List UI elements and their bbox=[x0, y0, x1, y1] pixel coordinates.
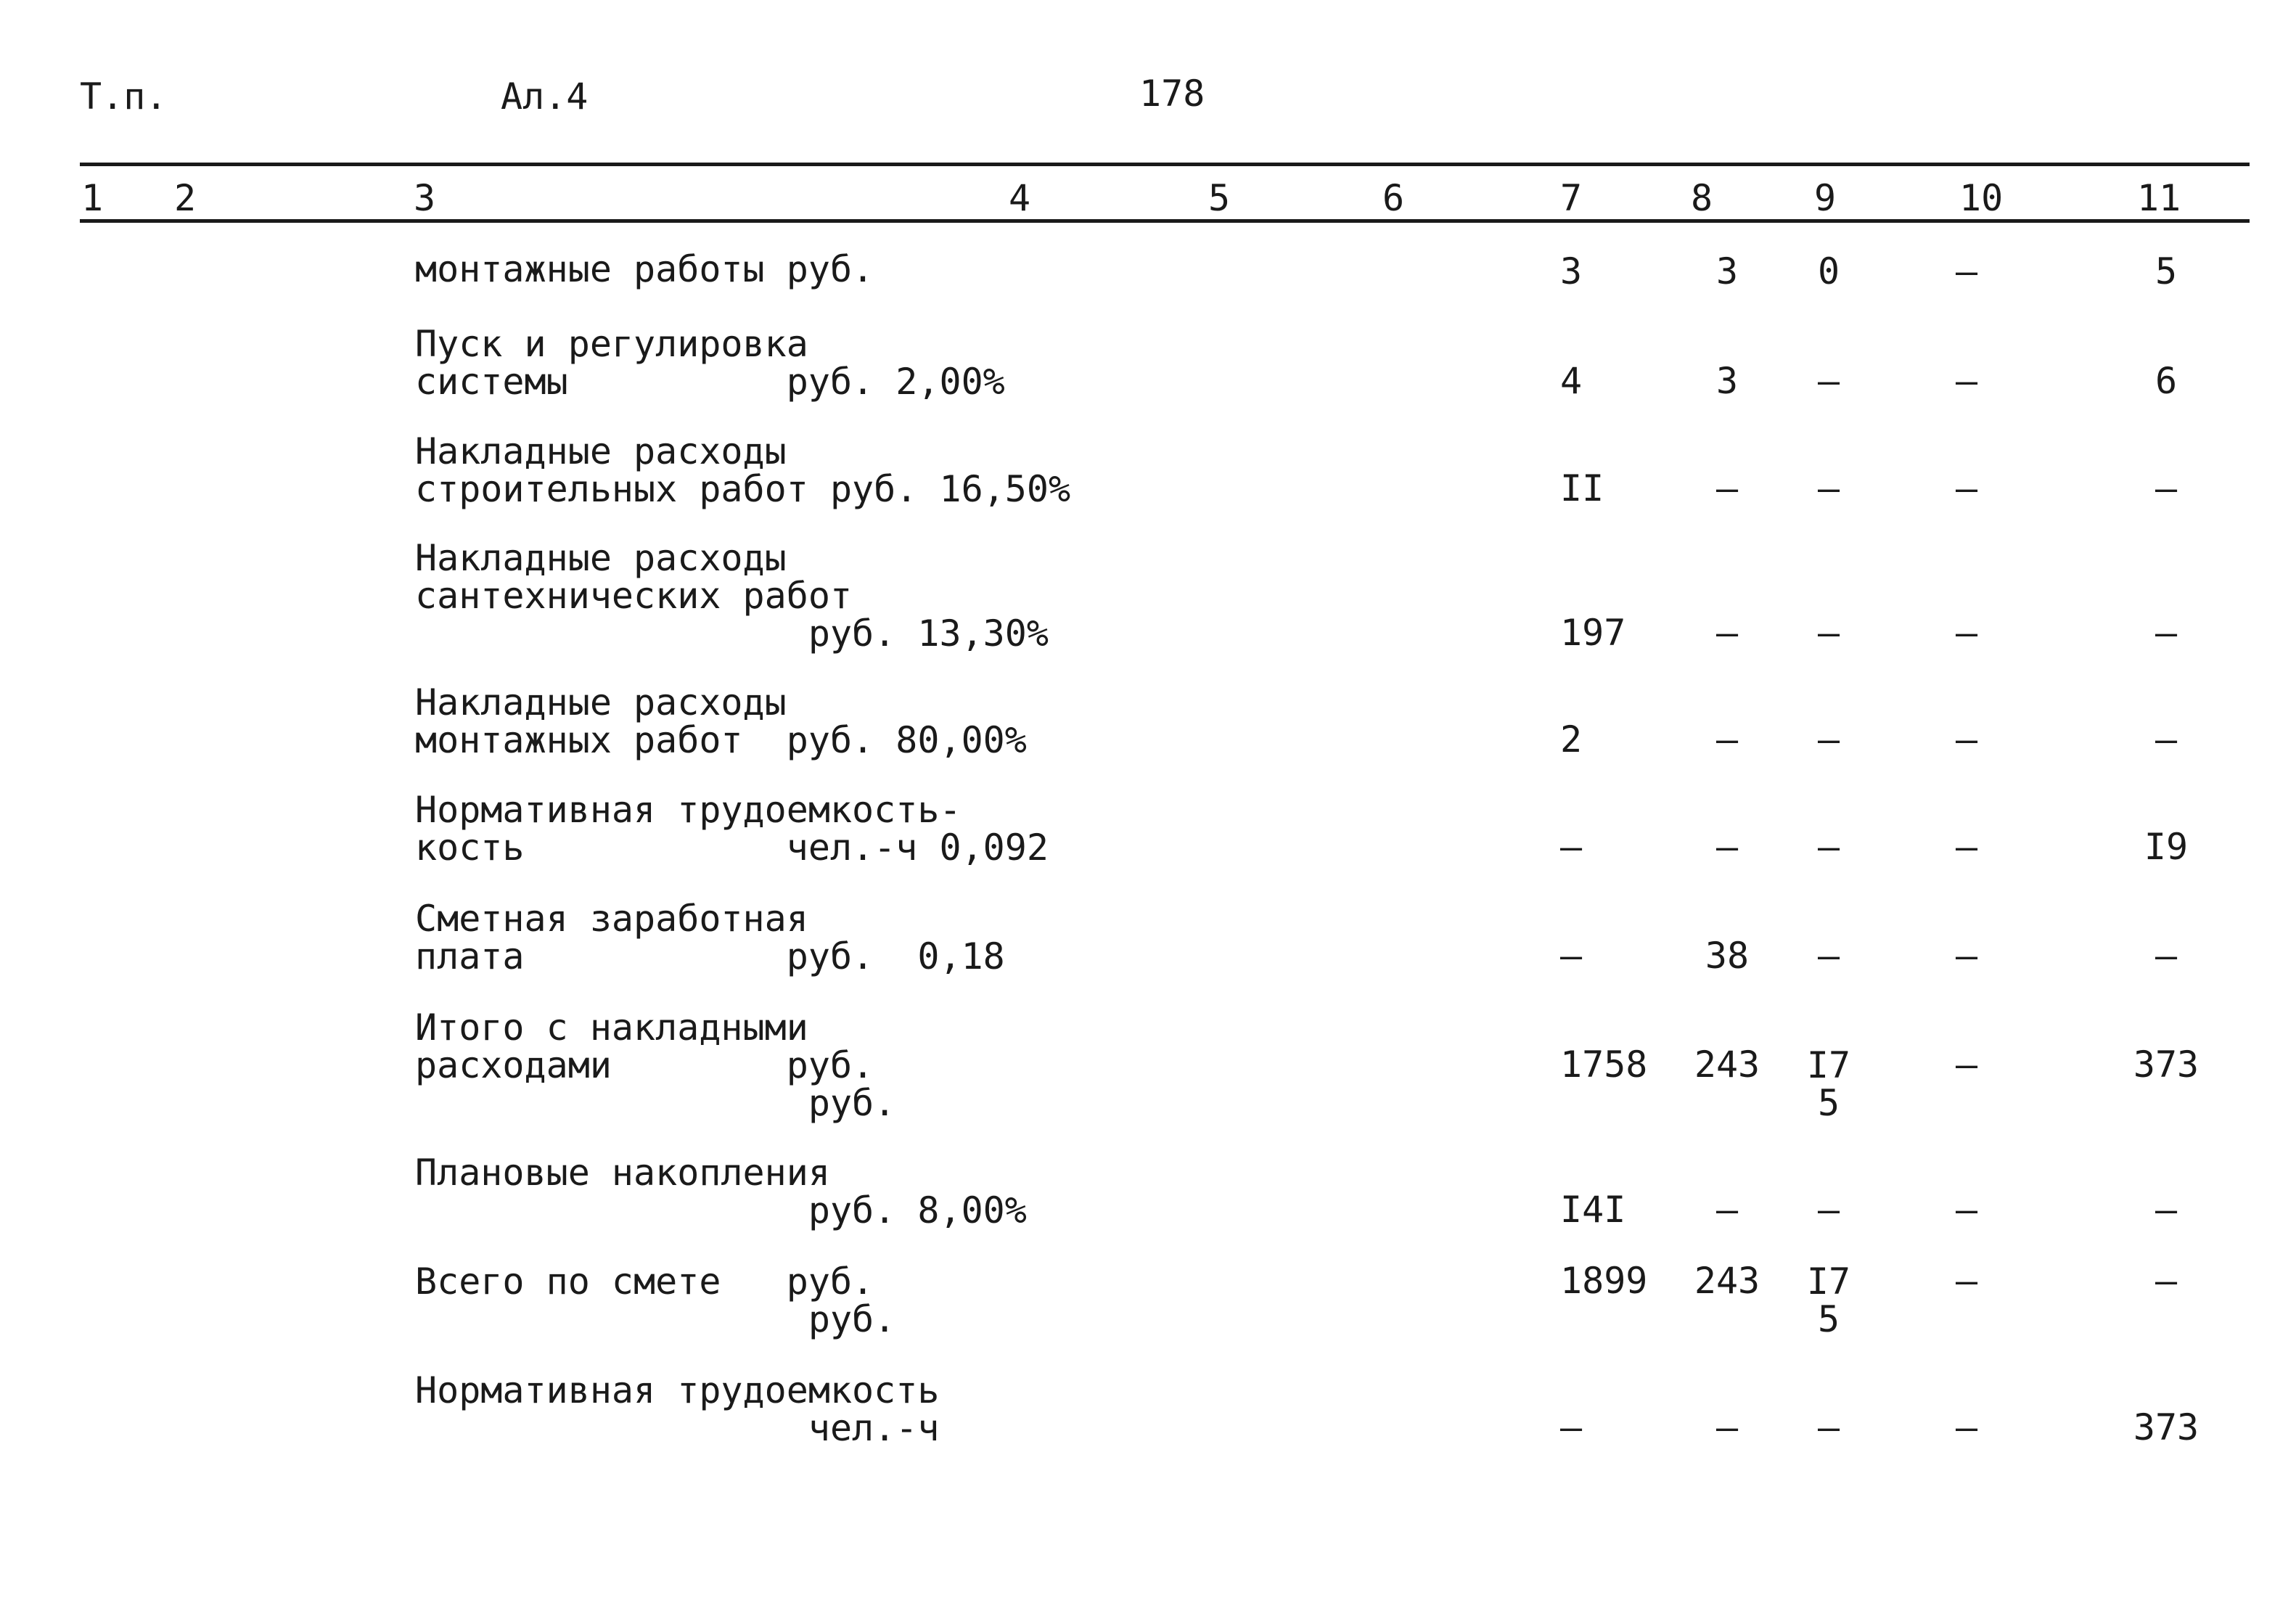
row-description bbox=[415, 432, 1322, 508]
cell-col11: – bbox=[2154, 935, 2178, 977]
col-header-1: 1 bbox=[81, 177, 104, 219]
cell-col8: – bbox=[1715, 718, 1739, 760]
cell-col11: 6 bbox=[2154, 360, 2178, 402]
cell-col7: – bbox=[1560, 935, 1583, 977]
row-description bbox=[415, 681, 1322, 761]
cell-col7: I4I bbox=[1560, 1189, 1626, 1231]
page-number: 178 bbox=[1139, 73, 1205, 115]
cell-col10: – bbox=[1955, 826, 1978, 868]
col-header-3: 3 bbox=[414, 177, 436, 219]
cell-col9: – bbox=[1817, 826, 1840, 868]
row-description-line: Итого с накладными bbox=[415, 1007, 808, 1049]
cell-col9: – bbox=[1817, 718, 1840, 760]
cell-col10: – bbox=[1955, 360, 1978, 402]
row-description-line: Нормативная трудоемкость bbox=[415, 1369, 940, 1411]
col-header-9: 9 bbox=[1814, 177, 1837, 219]
row-description-line: Всего по смете руб. bbox=[415, 1260, 874, 1303]
row-description-line: плата руб. 0,18 bbox=[415, 935, 1005, 977]
cell-col11: 373 bbox=[2133, 1406, 2199, 1448]
row-description-line: руб. 8,00% bbox=[415, 1189, 1027, 1231]
cell-col7: II bbox=[1560, 467, 1604, 509]
cell-col10: – bbox=[1955, 1189, 1978, 1231]
row-description-line: руб. 13,30% bbox=[415, 612, 1049, 655]
cell-col9: I7 5 bbox=[1806, 1260, 1851, 1340]
cell-col8: 3 bbox=[1715, 360, 1739, 402]
cell-col11: 5 bbox=[2154, 250, 2178, 292]
col-header-5: 5 bbox=[1208, 177, 1231, 219]
row-description-line: кость чел.-ч 0,092 bbox=[415, 827, 1049, 869]
row-description-line: монтажных работ руб. 80,00% bbox=[415, 719, 1027, 761]
cell-col8: 38 bbox=[1705, 935, 1750, 977]
cell-col11: – bbox=[2154, 612, 2178, 654]
col-header-6: 6 bbox=[1382, 177, 1405, 219]
row-description-line: системы руб. 2,00% bbox=[415, 361, 1005, 403]
cell-col9: – bbox=[1817, 1406, 1840, 1448]
cell-col9: – bbox=[1817, 935, 1840, 977]
cell-col9: – bbox=[1817, 612, 1840, 654]
row-description-line: Накладные расходы bbox=[415, 537, 787, 579]
col-header-11: 11 bbox=[2137, 177, 2181, 219]
cell-col7: 4 bbox=[1560, 360, 1583, 402]
cell-col10: – bbox=[1955, 1406, 1978, 1448]
row-description-line: расходами руб. bbox=[415, 1044, 874, 1086]
col-header-7: 7 bbox=[1560, 177, 1583, 219]
row-description-line: Нормативная трудоемкость- bbox=[415, 789, 962, 831]
cell-col7: 1758 bbox=[1560, 1044, 1648, 1086]
cell-col8: 243 bbox=[1694, 1044, 1760, 1086]
cell-col9: I7 5 bbox=[1806, 1044, 1851, 1124]
cell-col8: – bbox=[1715, 612, 1739, 654]
cell-col10: – bbox=[1955, 718, 1978, 760]
sheet-label: Ал.4 bbox=[501, 75, 589, 118]
row-description-line: Плановые накопления bbox=[415, 1152, 830, 1194]
cell-col10: – bbox=[1955, 935, 1978, 977]
row-description-line: руб. bbox=[415, 1298, 896, 1340]
cell-col11: – bbox=[2154, 467, 2178, 509]
cell-col8: – bbox=[1715, 826, 1739, 868]
row-description-line: Накладные расходы bbox=[415, 681, 787, 723]
cell-col7: – bbox=[1560, 826, 1583, 868]
row-description-line: Пуск и регулировка bbox=[415, 323, 808, 365]
col-header-10: 10 bbox=[1959, 177, 2004, 219]
row-description bbox=[415, 900, 1322, 975]
cell-col11: – bbox=[2154, 718, 2178, 760]
cell-col11: I9 bbox=[2144, 826, 2189, 868]
cell-col10: – bbox=[1955, 612, 1978, 654]
col-header-4: 4 bbox=[1009, 177, 1031, 219]
row-description bbox=[415, 1009, 1322, 1122]
cell-col8: 243 bbox=[1694, 1260, 1760, 1302]
cell-col8: – bbox=[1715, 1406, 1739, 1448]
row-description-line: Накладные расходы bbox=[415, 430, 787, 472]
row-description bbox=[415, 1154, 1322, 1229]
cell-col10: – bbox=[1955, 1260, 1978, 1302]
cell-col10: – bbox=[1955, 467, 1978, 509]
cell-col9: – bbox=[1817, 1189, 1840, 1231]
row-description-line: монтажные работы руб. bbox=[415, 248, 874, 290]
doc-series-label: Т.п. bbox=[80, 75, 168, 118]
row-description-line: строительных работ руб. 16,50% bbox=[415, 468, 1071, 510]
row-description bbox=[415, 537, 1322, 655]
cell-col10: – bbox=[1955, 250, 1978, 292]
cell-col7: 2 bbox=[1560, 718, 1583, 760]
cell-col7: 197 bbox=[1560, 612, 1626, 654]
row-description-line: руб. bbox=[415, 1082, 896, 1124]
cell-col11: – bbox=[2154, 1189, 2178, 1231]
cell-col11: – bbox=[2154, 1260, 2178, 1302]
cell-col8: 3 bbox=[1715, 250, 1739, 292]
cell-col7: 3 bbox=[1560, 250, 1583, 292]
cell-col7: – bbox=[1560, 1406, 1583, 1448]
cell-col10: – bbox=[1955, 1044, 1978, 1086]
row-description bbox=[415, 250, 1322, 288]
row-description bbox=[415, 789, 1322, 869]
row-description-line: чел.-ч bbox=[415, 1407, 940, 1449]
table-header-rule bbox=[80, 219, 2250, 223]
table-top-rule bbox=[80, 163, 2250, 166]
cell-col7: 1899 bbox=[1560, 1260, 1648, 1302]
col-header-8: 8 bbox=[1691, 177, 1713, 219]
cell-col9: – bbox=[1817, 360, 1840, 402]
row-description bbox=[415, 325, 1322, 401]
row-description bbox=[415, 1260, 1322, 1340]
cell-col9: 0 bbox=[1817, 250, 1840, 292]
row-description-line: Сметная заработная bbox=[415, 898, 808, 940]
cell-col8: – bbox=[1715, 467, 1739, 509]
cell-col9: – bbox=[1817, 467, 1840, 509]
row-description-line: сантехнических работ bbox=[415, 575, 853, 617]
cell-col11: 373 bbox=[2133, 1044, 2199, 1086]
row-description bbox=[415, 1369, 1322, 1449]
cell-col8: – bbox=[1715, 1189, 1739, 1231]
col-header-2: 2 bbox=[174, 177, 197, 219]
